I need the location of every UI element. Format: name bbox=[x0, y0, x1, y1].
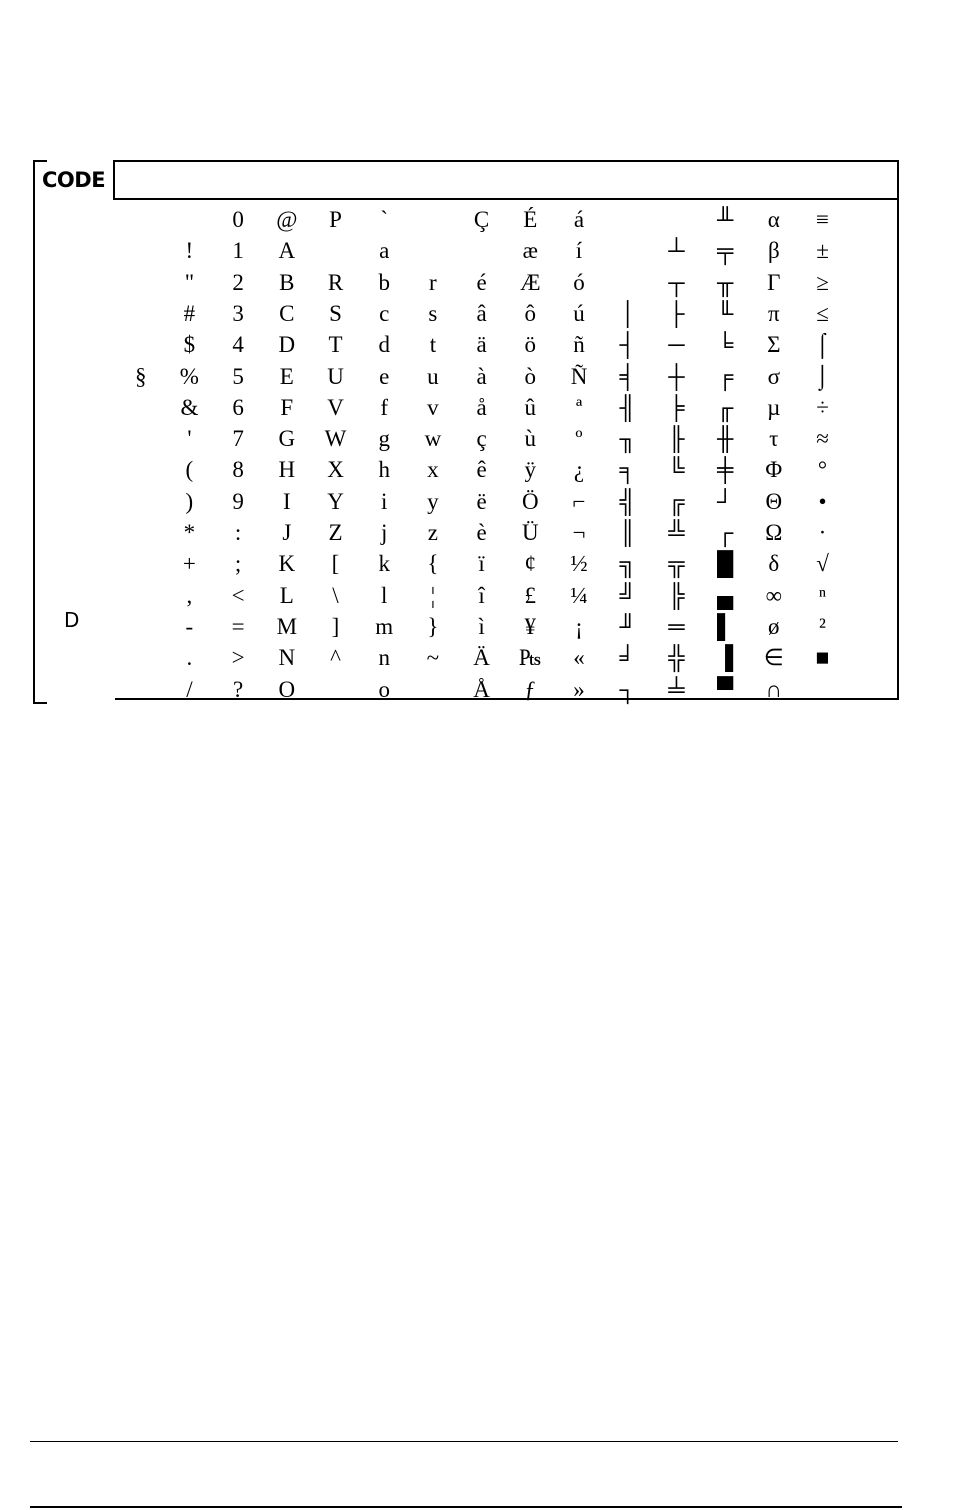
char-cell: β bbox=[767, 238, 780, 264]
char-cell: ` bbox=[380, 207, 389, 232]
character-table bbox=[0, 0, 954, 710]
char-cell: ò bbox=[524, 363, 537, 389]
char-cell: Z bbox=[328, 520, 343, 545]
char-cell: ⌠ bbox=[815, 332, 830, 358]
char-cell: ╣ bbox=[619, 488, 636, 514]
char-cell: ô bbox=[524, 300, 537, 326]
char-cell: á bbox=[573, 207, 585, 232]
char-cell: O bbox=[278, 676, 296, 702]
char-cell: 6 bbox=[232, 394, 244, 420]
char-cell: ? bbox=[232, 676, 244, 702]
char-cell: X bbox=[327, 457, 344, 483]
char-cell: ╩ bbox=[668, 520, 685, 545]
char-cell: à bbox=[476, 363, 487, 389]
char-cell: ê bbox=[476, 457, 487, 483]
char-cell: Φ bbox=[765, 457, 783, 483]
char-cell: B bbox=[279, 269, 295, 295]
char-cell: ≥ bbox=[816, 269, 829, 295]
char-cell: δ bbox=[768, 551, 780, 577]
char-cell: √ bbox=[816, 551, 829, 577]
char-cell: W bbox=[324, 426, 347, 452]
char-cell: ä bbox=[476, 332, 487, 358]
char-cell: ¬ bbox=[572, 520, 586, 545]
char-cell: ! bbox=[185, 238, 194, 264]
char-cell: │ bbox=[619, 300, 636, 326]
char-cell: ~ bbox=[426, 645, 440, 671]
char-cell: ┌ bbox=[716, 520, 734, 545]
char-cell: ┤ bbox=[619, 332, 636, 358]
char-cell: ╗ bbox=[619, 551, 636, 577]
char-cell: ■ bbox=[815, 645, 830, 671]
char-cell: ┴ bbox=[668, 238, 685, 264]
char-cell: § bbox=[134, 363, 147, 389]
char-cell: ¦ bbox=[430, 582, 436, 608]
char-cell: ñ bbox=[573, 332, 585, 358]
char-cell: █ bbox=[716, 551, 734, 577]
char-cell: ╢ bbox=[619, 394, 636, 420]
char-cell: c bbox=[379, 300, 390, 326]
char-cell: ╧ bbox=[668, 676, 685, 702]
char-cell: ∩ bbox=[765, 676, 783, 702]
char-cell: î bbox=[478, 582, 485, 608]
char-cell: ║ bbox=[619, 520, 636, 545]
char-cell: ï bbox=[478, 551, 485, 577]
char-cell: • bbox=[818, 488, 827, 514]
char-cell: ├ bbox=[668, 300, 685, 326]
char-cell: l bbox=[380, 582, 388, 608]
char-cell: ¥ bbox=[524, 613, 537, 639]
char-cell: ₧ bbox=[519, 645, 542, 671]
char-cell: ∈ bbox=[763, 645, 784, 671]
char-cell: h bbox=[378, 457, 390, 483]
char-cell: w bbox=[424, 426, 442, 452]
char-cell: ╥ bbox=[716, 269, 734, 295]
code-label: CODE bbox=[42, 168, 106, 192]
char-cell: ═ bbox=[668, 613, 685, 639]
char-cell: x bbox=[427, 457, 439, 483]
char-cell: ╫ bbox=[716, 426, 734, 452]
char-cell: ) bbox=[185, 488, 194, 514]
char-cell: ; bbox=[234, 551, 242, 577]
char-cell: ╤ bbox=[716, 238, 734, 264]
char-cell: ù bbox=[524, 426, 537, 452]
char-cell: û bbox=[524, 394, 537, 420]
char-cell: 7 bbox=[232, 426, 244, 452]
char-cell: , bbox=[186, 582, 193, 608]
char-cell: £ bbox=[524, 582, 537, 608]
char-cell: ⌡ bbox=[815, 363, 830, 389]
char-cell: ┐ bbox=[619, 676, 636, 702]
char-cell: ╠ bbox=[668, 582, 685, 608]
char-cell: Σ bbox=[767, 332, 781, 358]
char-cell: ÷ bbox=[816, 394, 829, 420]
char-cell: J bbox=[282, 520, 292, 545]
char-cell: ç bbox=[476, 426, 487, 452]
char-cell: ¡ bbox=[575, 613, 583, 639]
char-cell: · bbox=[818, 520, 827, 545]
char-cell: ╬ bbox=[668, 645, 685, 671]
char-cell: > bbox=[231, 645, 245, 671]
char-cell: ╕ bbox=[619, 457, 636, 483]
char-cell: ' bbox=[187, 426, 192, 452]
char-cell: ╛ bbox=[619, 645, 636, 671]
char-cell: 8 bbox=[232, 457, 244, 483]
char-cell: @ bbox=[276, 207, 298, 232]
char-cell: e bbox=[379, 363, 390, 389]
char-cell: è bbox=[476, 520, 487, 545]
char-cell: f bbox=[380, 394, 389, 420]
char-cell: H bbox=[278, 457, 296, 483]
char-cell: ë bbox=[476, 488, 487, 514]
footer-rule-upper bbox=[30, 1441, 898, 1442]
char-cell: 4 bbox=[232, 332, 244, 358]
char-cell: Γ bbox=[767, 269, 781, 295]
char-cell: K bbox=[278, 551, 296, 577]
char-cell: 0 bbox=[232, 207, 244, 232]
char-cell: 5 bbox=[232, 363, 244, 389]
char-cell: N bbox=[278, 645, 296, 671]
char-cell: C bbox=[279, 300, 295, 326]
char-cell: º bbox=[575, 426, 583, 452]
char-cell: ° bbox=[817, 457, 828, 483]
char-cell: = bbox=[231, 613, 245, 639]
char-cell: τ bbox=[769, 426, 779, 452]
char-cell: Ö bbox=[521, 488, 539, 514]
char-cell: F bbox=[280, 394, 294, 420]
char-cell: \ bbox=[332, 582, 339, 608]
char-cell: µ bbox=[767, 394, 781, 420]
char-cell: i bbox=[380, 488, 388, 514]
char-cell: « bbox=[573, 645, 585, 671]
char-cell: _ bbox=[329, 676, 342, 702]
char-cell: ╝ bbox=[619, 582, 636, 608]
char-cell: é bbox=[476, 269, 487, 295]
char-cell: ╪ bbox=[716, 457, 734, 483]
char-cell: + bbox=[182, 551, 196, 577]
char-cell: ± bbox=[816, 238, 829, 264]
char-cell: t bbox=[429, 332, 437, 358]
char-cell: ¿ bbox=[573, 457, 585, 483]
char-cell: Å bbox=[473, 676, 490, 702]
char-cell: ¢ bbox=[524, 551, 537, 577]
char-cell: * bbox=[183, 520, 196, 545]
char-cell: . bbox=[186, 645, 193, 671]
char-cell: ø bbox=[768, 613, 780, 639]
char-cell: å bbox=[476, 394, 487, 420]
char-cell: ƒ bbox=[524, 676, 537, 702]
char-cell: % bbox=[179, 363, 199, 389]
char-cell: ╔ bbox=[668, 488, 685, 514]
char-cell: ≤ bbox=[816, 300, 829, 326]
char-cell: ⌐ bbox=[572, 488, 586, 514]
char-cell: ┬ bbox=[668, 269, 685, 295]
char-cell: π bbox=[767, 300, 780, 326]
char-cell: 3 bbox=[232, 300, 244, 326]
char-cell: ╡ bbox=[619, 363, 636, 389]
char-cell: » bbox=[573, 676, 585, 702]
char-cell: U bbox=[327, 363, 344, 389]
char-cell: ╞ bbox=[668, 394, 685, 420]
row-label: D bbox=[64, 608, 80, 632]
char-cell: D bbox=[278, 332, 296, 358]
char-cell: É bbox=[523, 207, 538, 232]
char-cell: ì bbox=[478, 613, 485, 639]
char-cell: Ç bbox=[473, 207, 490, 232]
char-cell: ╚ bbox=[668, 457, 685, 483]
char-cell: [ bbox=[331, 551, 340, 577]
char-cell: ó bbox=[573, 269, 585, 295]
char-cell: ╜ bbox=[619, 613, 636, 639]
char-cell: ╟ bbox=[668, 426, 685, 452]
char-cell: ┘ bbox=[716, 488, 734, 514]
char-cell: ≡ bbox=[816, 207, 829, 232]
char-cell: < bbox=[231, 582, 245, 608]
char-cell: 2 bbox=[232, 269, 244, 295]
char-cell: r bbox=[429, 269, 437, 295]
char-cell: ÿ bbox=[524, 457, 537, 483]
char-cell: u bbox=[427, 363, 439, 389]
char-cell: R bbox=[327, 269, 344, 295]
char-cell: v bbox=[427, 394, 439, 420]
char-cell: ╙ bbox=[716, 300, 734, 326]
char-cell: ╘ bbox=[716, 332, 734, 358]
char-cell: z bbox=[427, 520, 438, 545]
char-cell: y bbox=[427, 488, 439, 514]
char-cell: α bbox=[767, 207, 780, 232]
char-cell: : bbox=[234, 520, 242, 545]
char-cell: d bbox=[378, 332, 390, 358]
footer-rule-lower bbox=[30, 1506, 902, 1508]
char-cell: L bbox=[279, 582, 294, 608]
char-cell: P bbox=[329, 207, 342, 232]
char-cell: M bbox=[276, 613, 298, 639]
char-cell: k bbox=[378, 551, 390, 577]
char-cell: ╒ bbox=[716, 363, 734, 389]
char-cell: ² bbox=[819, 613, 826, 639]
char-cell: ^ bbox=[330, 645, 341, 671]
char-cell: ∞ bbox=[765, 582, 782, 608]
char-cell: ½ bbox=[570, 551, 588, 577]
char-cell: & bbox=[180, 394, 199, 420]
char-cell: } bbox=[427, 613, 439, 639]
char-cell: ( bbox=[185, 457, 194, 483]
char-cell: ú bbox=[573, 300, 585, 326]
char-cell: ▐ bbox=[716, 645, 734, 671]
char-cell: Ä bbox=[473, 645, 490, 671]
char-cell: ¼ bbox=[570, 582, 588, 608]
char-cell: ⁿ bbox=[818, 582, 827, 608]
char-cell: ▄ bbox=[716, 582, 734, 608]
char-cell: j bbox=[380, 520, 388, 545]
char-cell: S bbox=[329, 300, 342, 326]
char-cell: - bbox=[185, 613, 194, 639]
char-cell: o bbox=[378, 676, 390, 702]
char-cell: ╨ bbox=[716, 207, 734, 232]
char-cell: s bbox=[428, 300, 438, 326]
char-cell: I bbox=[282, 488, 291, 514]
char-cell: Ñ bbox=[570, 363, 588, 389]
char-cell: ╓ bbox=[716, 394, 734, 420]
char-cell: ▀ bbox=[716, 676, 734, 702]
char-cell: $ bbox=[183, 332, 196, 358]
char-cell: Y bbox=[327, 488, 344, 514]
char-cell: ┼ bbox=[668, 363, 685, 389]
char-cell: ╖ bbox=[619, 426, 636, 452]
char-cell: E bbox=[279, 363, 294, 389]
char-cell: A bbox=[278, 238, 296, 264]
char-cell: { bbox=[427, 551, 439, 577]
char-cell: a bbox=[379, 238, 390, 264]
char-cell: Ü bbox=[521, 520, 539, 545]
char-cell: σ bbox=[767, 363, 780, 389]
char-cell: G bbox=[278, 426, 296, 452]
char-cell: m bbox=[375, 613, 394, 639]
char-cell: b bbox=[378, 269, 390, 295]
char-cell: T bbox=[328, 332, 343, 358]
char-cell: Æ bbox=[520, 269, 541, 295]
char-cell: ª bbox=[575, 394, 583, 420]
char-cell: ö bbox=[524, 332, 537, 358]
char-cell: V bbox=[327, 394, 344, 420]
char-cell: 1 bbox=[232, 238, 244, 264]
char-cell: / bbox=[186, 676, 193, 702]
char-cell: â bbox=[476, 300, 487, 326]
char-cell: g bbox=[378, 426, 390, 452]
char-cell: ≈ bbox=[816, 426, 829, 452]
char-cell: æ bbox=[522, 238, 538, 264]
char-cell: # bbox=[183, 300, 196, 326]
char-cell: í bbox=[575, 238, 583, 264]
char-cell: Θ bbox=[765, 488, 783, 514]
char-cell: " bbox=[184, 269, 195, 295]
char-cell: n bbox=[378, 645, 390, 671]
char-cell: ▌ bbox=[716, 613, 734, 639]
char-cell: 9 bbox=[232, 488, 244, 514]
char-cell: ─ bbox=[668, 332, 685, 358]
char-cell: ╦ bbox=[668, 551, 685, 577]
char-cell: ] bbox=[331, 613, 340, 639]
char-cell: Ω bbox=[765, 520, 783, 545]
